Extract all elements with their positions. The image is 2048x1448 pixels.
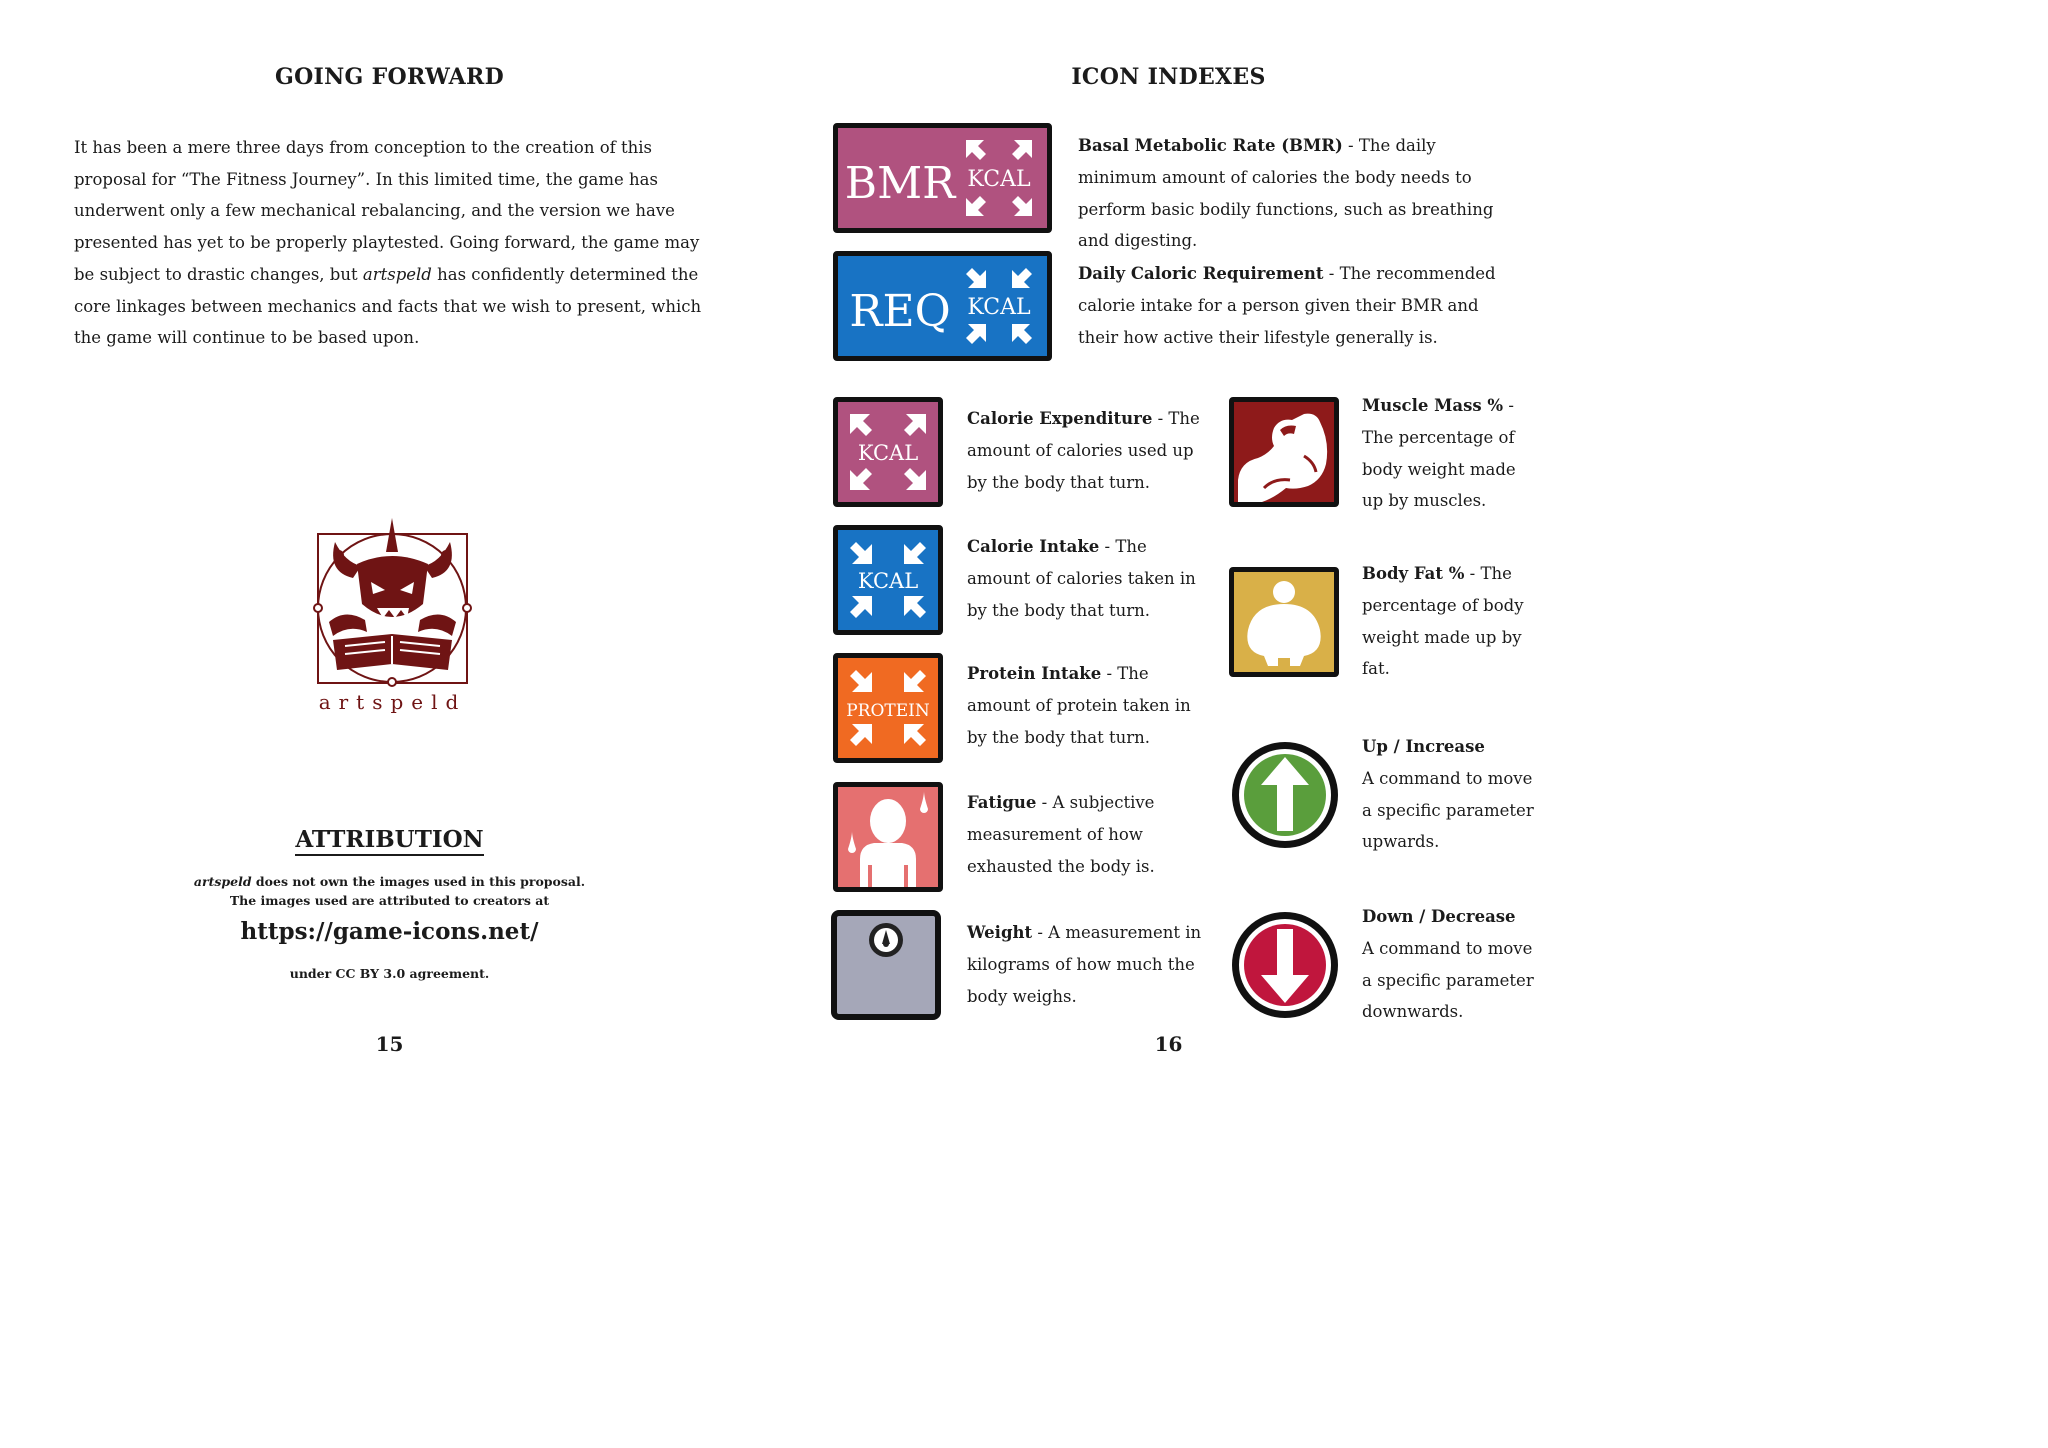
req-text: - The recommended calorie intake for a person given their BMR and their how active their lifestyle generally is. xyxy=(1078,264,1496,347)
calorie-expenditure-icon xyxy=(833,397,943,507)
logo-wordmark: artspeld xyxy=(318,690,467,714)
bmr-icon-text: BMR xyxy=(844,158,956,209)
bmr-description xyxy=(1078,130,1498,257)
weight-icon xyxy=(831,910,941,1020)
down-text: A command to move a specific parameter downwards. xyxy=(1362,938,1534,1022)
up-name: Up / Increase xyxy=(1362,737,1485,756)
up-description xyxy=(1362,731,1542,858)
bmr-name: Basal Metabolic Rate (BMR) xyxy=(1078,136,1343,155)
attribution-line-2: The images used are attributed to creators at xyxy=(229,893,550,908)
expenditure-name: Calorie Expenditure xyxy=(967,409,1153,428)
muscle-mass-icon xyxy=(1229,397,1339,507)
page-number: 16 xyxy=(1154,1032,1183,1056)
fatigue-name: Fatigue xyxy=(967,793,1037,812)
fat-text: - The percentage of body weight made up by fat. xyxy=(1362,564,1524,679)
expenditure-text: - The amount of calories used up by the body that turn. xyxy=(967,409,1200,492)
req-icon-text: REQ xyxy=(849,286,951,337)
paragraph-part-2: has confidently determined the core linkages between mechanics and facts that we wish to present, which the game will continue to be based upon. xyxy=(74,264,702,348)
attribution-title xyxy=(0,826,779,853)
calorie-intake-description xyxy=(967,531,1207,626)
intake-text: - The amount of calories taken in by the body that turn. xyxy=(967,537,1196,620)
req-icon xyxy=(833,251,1052,361)
attribution-line-1 xyxy=(0,874,779,889)
down-name: Down / Decrease xyxy=(1362,907,1516,926)
paragraph-brand: artspeld xyxy=(362,264,432,284)
muscle-text: - The percentage of body weight made up by muscles. xyxy=(1362,396,1516,511)
intake-name: Calorie Intake xyxy=(967,537,1100,556)
page-title: ICON INDEXES xyxy=(1071,64,1266,90)
req-name: Daily Caloric Requirement xyxy=(1078,264,1324,283)
page-number: 15 xyxy=(375,1032,404,1056)
paragraph-part-1: It has been a mere three days from conception to the creation of this proposal for “The Fitness Journey”. In this limited time, the game has underwent only a few mechanical rebalancing, and the version we have presented has yet to be properly playtested. Going forward, the game may be subject to drastic changes, but xyxy=(74,138,700,284)
attribution-line-3: under CC BY 3.0 agreement. xyxy=(289,966,490,981)
bmr-text: - The daily minimum amount of calories the body needs to perform basic bodily functions, such as breathing and digesting. xyxy=(1078,136,1494,251)
expenditure-icon-text: KCAL xyxy=(857,441,919,465)
req-description xyxy=(1078,258,1498,353)
body-fat-description xyxy=(1362,558,1537,685)
muscle-name: Muscle Mass % xyxy=(1362,396,1504,415)
intake-icon-text: KCAL xyxy=(857,569,919,593)
page-title: GOING FORWARD xyxy=(274,64,504,90)
fatigue-icon xyxy=(833,782,943,892)
attribution-line-1-text: does not own the images used in this proposal. xyxy=(251,874,586,889)
calorie-intake-icon xyxy=(833,525,943,635)
weight-description xyxy=(967,917,1217,1012)
fat-name: Body Fat % xyxy=(1362,564,1465,583)
going-forward-paragraph xyxy=(74,132,714,354)
req-sub-text: KCAL xyxy=(967,295,1031,320)
protein-intake-icon xyxy=(833,653,943,763)
up-text: A command to move a specific parameter upwards. xyxy=(1362,768,1534,852)
protein-intake-description xyxy=(967,658,1207,753)
protein-name: Protein Intake xyxy=(967,664,1102,683)
attribution-brand: artspeld xyxy=(193,874,252,889)
bmr-icon xyxy=(833,123,1052,233)
left-page xyxy=(0,0,779,1101)
down-arrow-icon xyxy=(1229,909,1341,1021)
protein-icon-text: PROTEIN xyxy=(846,701,930,721)
attribution-title-text: ATTRIBUTION xyxy=(295,826,483,856)
attribution-url[interactable]: https://game-icons.net/ xyxy=(240,918,539,945)
weight-name: Weight xyxy=(967,923,1033,942)
up-arrow-icon xyxy=(1229,739,1341,851)
down-description xyxy=(1362,901,1542,1028)
right-page xyxy=(779,0,1558,1101)
bmr-sub-text: KCAL xyxy=(967,167,1031,192)
body-fat-icon xyxy=(1229,567,1339,677)
fatigue-text: - A subjective measurement of how exhausted the body is. xyxy=(967,793,1155,876)
weight-text: - A measurement in kilograms of how much the body weighs. xyxy=(967,923,1202,1006)
calorie-expenditure-description xyxy=(967,403,1207,498)
muscle-mass-description xyxy=(1362,390,1537,517)
fatigue-description xyxy=(967,787,1207,882)
protein-text: - The amount of protein taken in by the body that turn. xyxy=(967,664,1191,747)
